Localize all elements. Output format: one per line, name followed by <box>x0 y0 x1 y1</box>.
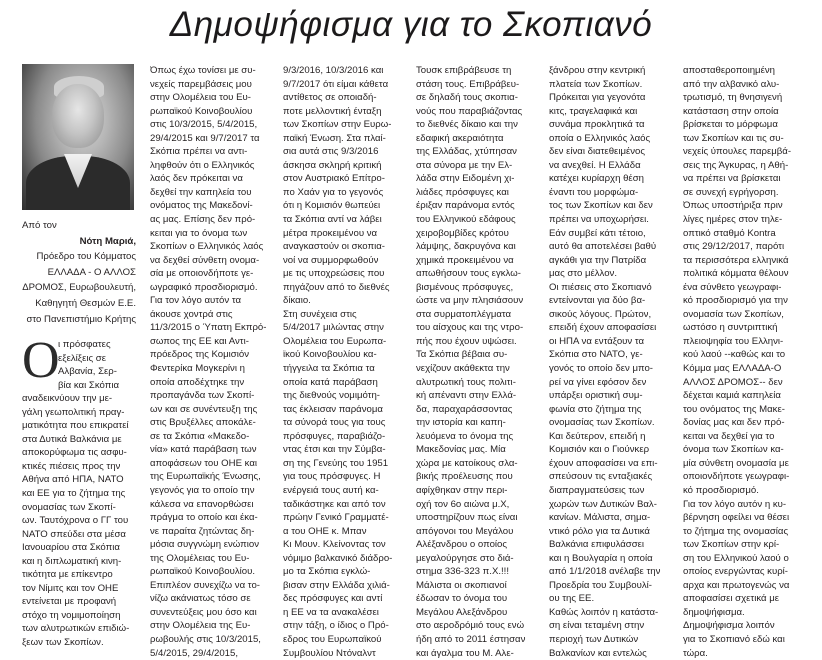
text-line: των αλυτρωτικών επιδιώ- <box>22 623 130 635</box>
text-line: Συμβουλίου Ντόναλντ <box>283 647 376 659</box>
text-line: κού λαού --καθώς και το <box>683 349 786 361</box>
text-line: νίζω ακάνιατως τόσο σε <box>150 593 251 605</box>
text-line: κή απέναντι στην Ελλά- <box>416 390 517 402</box>
text-line: Βαλκάνια επιφυλάσσει <box>549 539 645 551</box>
text-line: αλυτρωτική τους πολιτι- <box>416 376 516 388</box>
text-line: γεγονός για το οποίο την <box>150 484 255 496</box>
text-line: Κι Μουν. Κλείνοντας τον <box>283 539 386 551</box>
text-line: Αλέξανδρου ο οποίος <box>416 539 508 551</box>
text-line: κειται να δεχθεί για το <box>683 430 775 442</box>
text-line: του ονόματος της Μακε- <box>683 403 785 415</box>
text-line: Προεδρία του Συμβουλί- <box>549 579 652 591</box>
text-line: δέχεται καμιά καπηλεία <box>683 390 781 402</box>
text-line: ρεί να γίνει εφόσον δεν <box>549 376 647 388</box>
text-line: νεχίζουν ακάθεκτα την <box>416 363 510 375</box>
text-line: αποφασίσει σχετικά με <box>683 593 780 605</box>
text-line: ντας έτσι και την Σύμβα- <box>283 444 386 456</box>
text-line: ξάνδρου στην κεντρική <box>549 65 646 76</box>
text-line: κατάσταση στην οποία <box>683 105 779 117</box>
byline-line: Καθηγητή Θεσμών Ε.Ε. <box>35 297 136 309</box>
text-line: Ολομέλεια του Ευρωπα- <box>283 335 387 347</box>
text-line: κατέχει κυρίαρχη θέση <box>549 173 644 185</box>
text-line: βικής προέλευσης που <box>416 471 513 483</box>
text-line: πρόσφυγες, παραβιάζο- <box>283 430 386 442</box>
text-line: της διεθνούς νομιμότη- <box>283 390 381 402</box>
text-line: νε παραίτα ζητώντας δη- <box>150 525 255 537</box>
text-line: Σκόπια πρέπει να αντι- <box>150 146 248 158</box>
text-line: Φεντερίκα Μογκερίνι η <box>150 363 245 375</box>
text-line: νία» κατά παράβαση των <box>150 444 257 456</box>
text-line: σε συνεχή εγρήγορση. <box>683 186 779 198</box>
text-line: τικότητα με επίκεντρο <box>22 569 113 581</box>
text-line: κάλεσα να επανορθώσει <box>150 498 254 510</box>
text-line: Κόμμα μας ΕΛΛΑΔΑ-Ο <box>683 363 782 375</box>
text-line: α του ΟΗΕ κ. Μπαν <box>283 525 367 537</box>
text-line: ας μας. Επίσης δεν πρό- <box>150 214 256 226</box>
text-line: εξελίξεις σε <box>58 352 106 364</box>
text-line: στο αεροδρόμιό τους ενώ <box>416 620 525 632</box>
text-line: την ιστορία και καπη- <box>416 417 506 429</box>
text-line: ΑΛΛΟΣ ΔΡΟΜΟΣ-- δεν <box>683 376 783 388</box>
text-line: κό προσδιορισμό. <box>683 484 759 496</box>
article-column-6 <box>683 64 808 660</box>
text-line: αναδεικνύουν την με- <box>22 393 113 405</box>
text-line: λιάδες πρόσφυγες και <box>416 186 509 198</box>
text-line: του Ελληνικού εδάφους <box>416 214 516 226</box>
text-line: υπάρξει οριστική συμ- <box>549 390 643 402</box>
text-line: τα περισσότερα ελληνικά <box>683 254 789 266</box>
text-line: τήγγειλα τα Σκόπια τα <box>283 363 375 375</box>
text-line: Στη συνέχεια στις <box>283 308 357 320</box>
text-line: στις 10/3/2015, 5/4/2015, <box>150 119 258 131</box>
text-line: τον Νίμιτς και τον ΟΗΕ <box>22 582 119 594</box>
text-line: χειροβομβίδες κρότου <box>416 227 509 239</box>
text-line: αποσταθεροποιημένη <box>683 65 775 76</box>
text-line: ση είναι τεταμένη στην <box>549 620 645 632</box>
text-line: και ΕΕ για το ζήτημα της <box>22 488 126 500</box>
text-line: όνομα των Σκοπίων κα- <box>683 444 784 456</box>
text-line: στις 29/12/2017, παρότι <box>683 241 785 253</box>
text-line: Για τον λόγο αυτόν τα <box>150 295 242 307</box>
text-line: προπαγάνδα των Σκοπί- <box>150 390 255 402</box>
text-line: οποίος ενεργώντας κυρί- <box>683 566 788 578</box>
text-line: Όπως έχω τονίσει με συ- <box>150 65 256 76</box>
text-line: για το Σκοπιανό εδώ και <box>683 633 785 645</box>
text-line: ταδικάστηκε και από τον <box>283 498 386 510</box>
byline-from: Από τον <box>22 220 57 231</box>
text-line: οποιονδήποτε γεωγραφι- <box>683 471 790 483</box>
text-line: πρόεδρος της Κομισιόν <box>150 349 249 361</box>
text-line: οποία ο Ελληνικός λαός <box>549 132 651 144</box>
text-line: απόγονοι του Μεγάλου <box>416 525 514 537</box>
text-line: Πρόκειται για γεγονότα <box>549 92 646 104</box>
text-line: να ανεχθεί. Η Ελλάδα <box>549 159 641 171</box>
text-line: Αλβανία, Σερ- <box>58 366 117 378</box>
text-line: Επιπλέον συνεχίζω να το- <box>150 579 260 591</box>
text-line: Μακεδονίας μας. Μία <box>416 444 506 456</box>
text-line: της Ευρωπαϊκής Ένωσης, <box>150 471 261 483</box>
text-line: Τουσκ επιβράβευσε τη <box>416 65 512 76</box>
text-line: απωθήσουν τους εγκλω- <box>416 268 521 280</box>
text-line: οι ΗΠΑ να εντάξουν τα <box>549 335 645 347</box>
text-line: ματικότητα που επικρατεί <box>22 420 129 432</box>
text-line: Καθώς λοιπόν η κατάστα- <box>549 606 659 618</box>
byline-line: ΔΡΟΜΟΣ, Ευρωβουλευτή, <box>22 282 136 294</box>
text-line: στα Δυτικά Βαλκάνια με <box>22 433 122 445</box>
text-line: μόσια συγγνώμη ενώπιον <box>150 539 260 551</box>
text-line: ονομασία των Σκοπίων, <box>683 308 784 320</box>
text-line: στον Αυστριακό Επίτρο- <box>283 173 385 185</box>
text-line: με τις υποχρεώσεις που <box>283 268 385 280</box>
text-line: βέρνηση οφείλει να θέσει <box>683 512 790 524</box>
text-line: ονόματος της Μακεδονί- <box>150 200 253 212</box>
text-line: 9/3/2016, 10/3/2016 και <box>283 65 384 76</box>
text-line: φωνία στο ζήτημα της <box>549 403 642 415</box>
text-line: δεχθεί την καπηλεία του <box>150 186 252 198</box>
text-line: βρίσκεται το μόρφωμα <box>683 119 778 131</box>
text-line: Οι πιέσεις στο Σκοπιανό <box>549 281 652 293</box>
text-line: και η Βουλγαρία η οποία <box>549 552 653 564</box>
text-line: περιοχή των Δυτικών <box>549 633 639 645</box>
text-line: των Σκοπίων στην κρί- <box>683 539 780 551</box>
text-line: διαπραγματεύσεις των <box>549 484 645 496</box>
text-line: και η διπλωματική κινη- <box>22 555 122 567</box>
text-line: Κομισιόν και ο Γιούνκερ <box>549 444 650 456</box>
text-line: σεις της Άγκυρας, η Αθή- <box>683 159 789 171</box>
text-line: έχουν αποφασίσει να επι- <box>549 457 658 469</box>
text-line: χωρών των Δυτικών Βαλ- <box>549 498 657 510</box>
author-name: Νότη Μαριά, <box>79 235 136 247</box>
text-line: μία σύνθετη ονομασία με <box>683 457 789 469</box>
text-line: έναντι του μορφώμα- <box>549 186 639 198</box>
article-column-4 <box>416 64 542 660</box>
text-line: για τους πρόσφυγες. Η <box>283 471 381 483</box>
text-line: αποκορύφωμα τις ασφυ- <box>22 447 127 459</box>
text-line: γονός το οποίο δεν μπο- <box>549 363 653 375</box>
text-line: ωστόσο η συντριπτική <box>683 322 778 334</box>
text-line: ντικό ρόλο για τα Δυτικά <box>549 525 650 537</box>
text-line: εδρος του Ευρωπαϊκού <box>283 633 382 645</box>
text-line: χώρα με κατοίκους σλα- <box>416 457 518 469</box>
text-line: ληφθούν ότι ο Ελληνικός <box>150 159 255 171</box>
text-line: νόμιμο βαλκανικό διάδρο- <box>283 552 393 564</box>
text-line: σικούς λόγους. Πρώτον, <box>549 308 652 320</box>
text-line: αγκάθι για την Πατρίδα <box>549 254 647 266</box>
text-line: ου της ΕΕ. <box>549 593 595 605</box>
drop-cap: Ο <box>22 332 60 389</box>
text-line: Μάλιστα οι σκοπιανοί <box>416 579 507 591</box>
text-line: του αίσχους και της ντρο- <box>416 322 524 334</box>
text-line: να πρέπει να βρίσκεται <box>683 173 781 185</box>
text-line: αυτό θα αποτελέσει βαθύ <box>549 241 657 253</box>
author-byline <box>22 218 142 327</box>
text-line: πρώην Γενικό Γραμματέ- <box>283 512 389 524</box>
text-line: από 1/1/2018 ανέλαβε την <box>549 566 661 578</box>
text-line: της Ολομέλειας του Ευ- <box>150 552 250 564</box>
text-line: στα συρματοπλέγματα <box>416 308 512 320</box>
text-line: στόχο τη νομιμοποίηση <box>22 609 121 621</box>
text-line: τώρα. <box>683 647 708 659</box>
text-line: ση της Γενεύης του 1951 <box>283 457 389 469</box>
text-line: άσκησα σκληρή κριτική <box>283 159 382 171</box>
text-line: Εάν συμβεί κάτι τέτοιο, <box>549 227 646 239</box>
text-line: οχή τον 6ο αιώνα μ.Χ, <box>416 498 510 510</box>
text-line: πο Χαάν για το γεγονός <box>283 186 384 198</box>
text-line: ρωπαϊκού Κοινοβουλίου. <box>150 566 256 578</box>
article-column-2 <box>150 64 273 660</box>
text-line: ονομασίας των Σκοπί- <box>22 501 116 513</box>
text-line: Σκόπια στο ΝΑΤΟ, γε- <box>549 349 643 361</box>
text-line: Ιανουαρίου στα Σκόπια <box>22 542 120 554</box>
text-line: οποία αποδέχτηκε την <box>150 376 245 388</box>
text-line: 29/4/2015 και 9/7/2017 τα <box>150 132 260 144</box>
text-line: ΝΑΤΟ σπεύδει στα μέσα <box>22 528 126 540</box>
text-line: 5/4/2015, 29/4/2015, <box>150 647 239 659</box>
text-line: Βαλκανίων και εντελώς <box>549 647 647 659</box>
text-line: νοί να συμμορφωθούν <box>283 254 379 266</box>
text-line: ενέργειά τους αυτή κα- <box>283 484 379 496</box>
text-line: κό προσδιορισμό για την <box>683 295 788 307</box>
text-line: τρωτισμό, τη θνησιγενή <box>683 92 783 104</box>
text-line: βισμένους πρόσφυγες, <box>416 281 514 293</box>
text-line: λαός δεν πρόκειται να <box>150 173 243 185</box>
text-line: παϊκή Ένωση. Στα πλαί- <box>283 132 386 144</box>
text-line: σία με οποιονδήποτε γε- <box>150 268 254 280</box>
text-line: τας έκλεισαν παράνομα <box>283 403 383 415</box>
text-line: 5/4/2017 μιλώντας στην <box>283 322 384 334</box>
text-line: στην Ολομέλεια του Ευ- <box>150 92 251 104</box>
text-line: εδαφική ακεραιότητα <box>416 132 504 144</box>
text-line: κειται για το όνομα των <box>150 227 248 239</box>
text-line: το ζήτημα της ονομασίας <box>683 525 789 537</box>
article-column-1 <box>22 332 148 650</box>
text-line: στις Βρυξέλλες αποκάλε- <box>150 417 256 429</box>
text-line: Σκοπίων ο Ελληνικός λαός <box>150 241 264 253</box>
byline-line: στο Πανεπιστήμιο Κρήτης <box>26 313 136 325</box>
text-line: νούς που παραβιάζοντας <box>416 105 523 117</box>
text-line: οποία κατά παράβαση <box>283 376 378 388</box>
text-line: αναγκαστούν οι σκοπια- <box>283 241 385 253</box>
text-line: δες πρόσφυγες και αντί <box>283 593 383 605</box>
text-line: νεχείς ύπουλες παρεμβά- <box>683 146 792 158</box>
author-photo <box>22 64 134 210</box>
byline-line: ΕΛΛΑΔΑ - Ο ΑΛΛΟΣ <box>47 266 136 278</box>
text-line: ι πρόσφατες <box>58 339 111 350</box>
text-line: ωγραφικό προσδιορισμό. <box>150 281 258 293</box>
text-line: ση του Ελληνικού λαού ο <box>683 552 789 564</box>
text-line: γάλη γεωπολιτική πραγ- <box>22 406 125 418</box>
text-line: της Ελλάδας, χτύπησαν <box>416 146 517 158</box>
text-line: Τα Σκόπια βέβαια συ- <box>416 349 508 361</box>
text-line: ων. Ταυτόχρονα ο ΓΓ του <box>22 515 129 527</box>
article-column-5 <box>549 64 674 660</box>
text-line: ξεων των Σκοπίων. <box>22 637 104 649</box>
text-line: κιτς, τραγελαφικά και <box>549 105 638 117</box>
text-line: μεγαλούργησε στο διά- <box>416 552 514 564</box>
text-line: εντείνονται για δύο βα- <box>549 295 646 307</box>
text-line: των Σκοπίων και τις συ- <box>683 132 784 144</box>
text-line: αφίχθηκαν στην περι- <box>416 484 508 496</box>
text-line: 11/3/2015 ο Ύπατη Εκπρό- <box>150 322 267 334</box>
text-line: Για τον λόγο αυτόν η κυ- <box>683 498 787 510</box>
text-line: πής που έχουν υψώσει. <box>416 335 517 347</box>
text-line: κανίων. Μάλιστα, σημα- <box>549 512 651 524</box>
text-line: Και δεύτερον, επειδή η <box>549 430 646 442</box>
text-line: λίγες ημέρες στον τηλε- <box>683 214 783 226</box>
text-line: πολιτικά κόμματα θέλουν <box>683 268 789 280</box>
text-line: η ΕΕ να τα ανακαλέσει <box>283 606 379 618</box>
text-line: έδωσαν το όνομα του <box>416 593 508 605</box>
text-line: ποτε μελλοντική ένταξη <box>283 105 382 117</box>
text-line: τα Σκόπια αντί να λάβει <box>283 214 382 226</box>
text-line: μέτρα προκειμένου να <box>283 227 378 239</box>
text-line: κτικές πιέσεις προς την <box>22 460 121 472</box>
text-line: ώστε να μην πλησιάσουν <box>416 295 524 307</box>
text-line: αντίθετος σε οποιαδή- <box>283 92 377 104</box>
text-line: συνάμα προκλητικά τα <box>549 119 645 131</box>
text-line: σια αυτά στις 9/3/2016 <box>283 146 379 158</box>
text-line: ήδη από το 2011 έστησαν <box>416 633 526 645</box>
text-line: άκουσε χοντρά στις <box>150 308 233 320</box>
text-line: ϊκού Κοινοβουλίου κα- <box>283 349 377 361</box>
article-title: Δημοψήφισμα για το Σκοπιανό <box>169 5 653 44</box>
text-line: βισαν στην Ελλάδα χιλιά- <box>283 579 390 591</box>
text-line: εντείνεται με προφανή <box>22 596 117 608</box>
text-line: έριξαν παράνομα εντός <box>416 200 515 212</box>
text-line: των Σκοπίων στην Ευρω- <box>283 119 392 131</box>
text-line: να δεχθεί σύνθετη ονομα- <box>150 254 260 266</box>
text-line: βία και Σκόπια <box>58 379 119 391</box>
text-line: στάση τους. Επιβράβευ- <box>416 78 520 90</box>
text-line: στην Ολομέλεια της Ευ- <box>150 620 251 632</box>
text-line: ρωβουλής στις 10/3/2015, <box>150 633 261 645</box>
text-line: τα σύνορά τους για τους <box>283 417 386 429</box>
text-line: νεχείς παρεμβάσεις μου <box>150 78 252 90</box>
text-line: λάμψης, δακρυγόνα και <box>416 241 516 253</box>
text-line: ότι η Κομισιόν θωπεύει <box>283 200 381 212</box>
text-line: υποστηρίζουν πως είναι <box>416 512 518 524</box>
text-line: τος των Σκοπίων και δεν <box>549 200 653 212</box>
text-line: Δημοψήφισμα λοιπόν <box>683 620 775 632</box>
text-line: μας στο μέλλον. <box>549 268 617 280</box>
text-line: επειδή έχουν αποφασίσει <box>549 322 657 334</box>
text-line: μο τα Σκόπια εγκλώ- <box>283 566 371 578</box>
text-line: πλατεία των Σκοπίων. <box>549 78 643 90</box>
text-line: πρέπει να υποχωρήσει. <box>549 214 649 226</box>
text-line: χημικά προκειμένου να <box>416 254 514 266</box>
text-line: Μεγάλου Αλεξάνδρου <box>416 606 508 618</box>
text-line: δεν είναι διατεθειμένος <box>549 146 646 158</box>
text-line: Αθήνα από ΗΠΑ, ΝΑΤΟ <box>22 474 124 486</box>
text-line: πηγάζουν από το διεθνές <box>283 281 390 293</box>
text-line: πλειοψηφία του Ελληνι- <box>683 335 784 347</box>
text-line: σπεύσουν τις ενταξιακές <box>549 471 653 483</box>
text-line: αποφάσεων του ΟΗΕ και <box>150 457 257 469</box>
text-line: από την αλβανικό αλυ- <box>683 78 780 90</box>
text-line: οπτικό σταθμό Kontra <box>683 227 776 239</box>
text-line: ένα σύνθετο γεωγραφι- <box>683 281 782 293</box>
text-line: Όπως υποστήριξα πριν <box>683 200 783 212</box>
text-line: σε δηλαδή τους σκοπια- <box>416 92 518 104</box>
text-line: δημοψήφισμα. <box>683 606 745 618</box>
text-line: σε τα Σκόπια «Μακεδο- <box>150 430 250 442</box>
text-line: στημα 336-323 π.Χ.!!! <box>416 566 510 578</box>
text-line: αρχα και πρωτογενώς να <box>683 579 790 591</box>
text-line: πράγμα το οποίο και έκα- <box>150 512 258 524</box>
text-line: 9/7/2017 ότι είμαι κάθετα <box>283 78 389 90</box>
text-line: ων και σε συνέντευξη της <box>150 403 258 415</box>
text-line: δα, παραχαράσσοντας <box>416 403 513 415</box>
byline-line: Πρόεδρο του Κόμματος <box>36 251 136 263</box>
text-line: στην τάξη, ο ίδιος ο Πρό- <box>283 620 389 632</box>
text-line: δονίας μας και δεν πρό- <box>683 417 785 429</box>
text-line: δίκαιο. <box>283 295 311 307</box>
text-line: συνεντεύξεις μου όσο και <box>150 606 257 618</box>
text-line: λευόμενα το όνομα της <box>416 430 514 442</box>
text-line: σωπος της ΕΕ και Αντι- <box>150 335 249 347</box>
text-line: στα σύνορα με την Ελ- <box>416 159 513 171</box>
text-line: ονομασίας των Σκοπίων. <box>549 417 655 429</box>
text-line: λάδα στην Ειδομένη χι- <box>416 173 515 185</box>
text-line: και άγαλμα του Μ. Αλε- <box>416 647 514 659</box>
article-column-3 <box>283 64 407 660</box>
text-line: το διεθνές δίκαιο και την <box>416 119 518 131</box>
text-line: ρωπαϊκού Κοινοβουλίου <box>150 105 253 117</box>
